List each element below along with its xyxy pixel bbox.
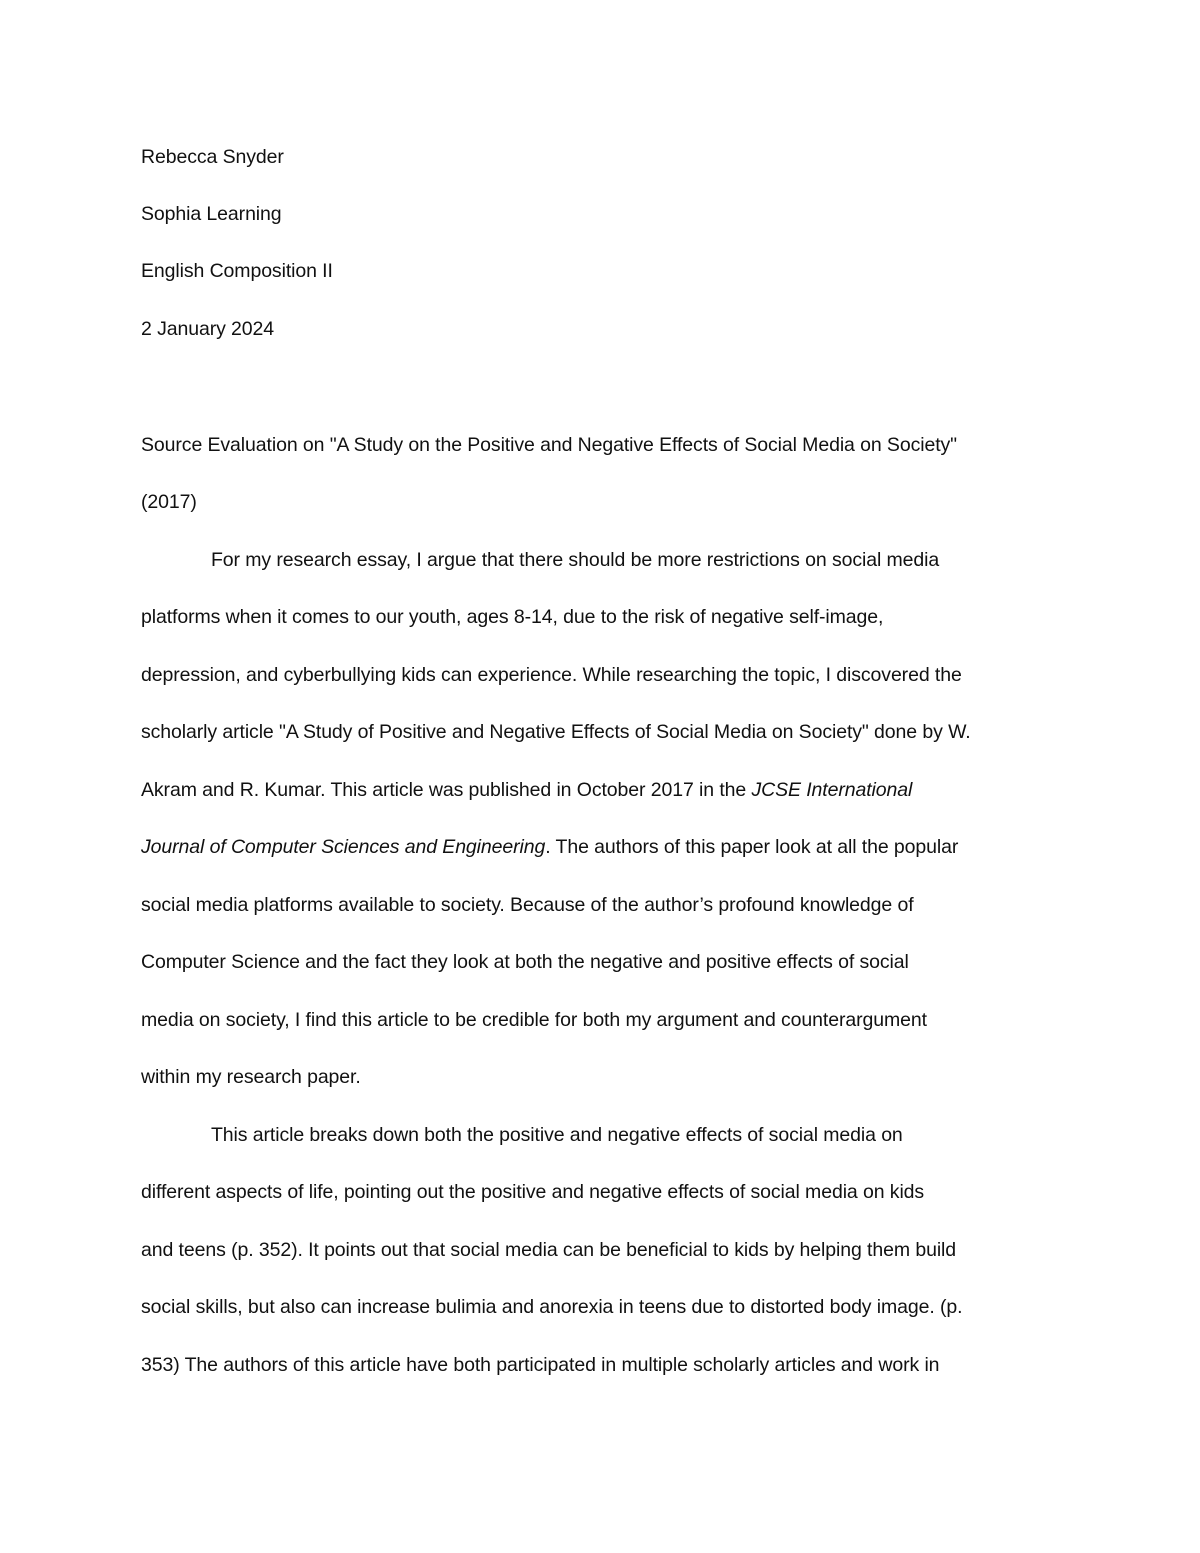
paragraph-2-line: social skills, but also can increase bulimia and anorexia in teens due to distorted body image. (p. (141, 1296, 963, 1318)
paragraph-1-line: media on society, I find this article to be credible for both my argument and counterargument (141, 1009, 927, 1031)
institution-name: Sophia Learning (141, 203, 282, 225)
paragraph-1-line: platforms when it comes to our youth, ages 8-14, due to the risk of negative self-image, (141, 606, 884, 628)
author-name: Rebecca Snyder (141, 146, 284, 168)
paragraph-1-line: depression, and cyberbullying kids can experience. While researching the topic, I discovered the (141, 664, 962, 686)
journal-title-italic: JCSE International (751, 779, 913, 801)
paragraph-1-line: social media platforms available to society. Because of the author’s profound knowledge of (141, 894, 914, 916)
paragraph-2-line: 353) The authors of this article have both participated in multiple scholarly articles and work in (141, 1354, 940, 1376)
paragraph-1-line (141, 778, 912, 802)
paragraph-1-line: Computer Science and the fact they look at both the negative and positive effects of social (141, 951, 909, 973)
paragraph-1-line (141, 835, 958, 859)
paragraph-1-line: scholarly article "A Study of Positive and Negative Effects of Social Media on Society" done by W. (141, 721, 971, 743)
document-date: 2 January 2024 (141, 318, 275, 340)
paragraph-1-line: within my research paper. (141, 1066, 361, 1088)
document-title-line-2: (2017) (141, 491, 197, 513)
paragraph-2-line: different aspects of life, pointing out the positive and negative effects of social media on kids (141, 1181, 925, 1203)
journal-title-italic: Journal of Computer Sciences and Engineering (141, 836, 546, 858)
paragraph-1-text: . The authors of this paper look at all the popular (545, 836, 959, 858)
course-name: English Composition II (141, 260, 333, 282)
paragraph-2-line: This article breaks down both the positive and negative effects of social media on (211, 1124, 903, 1146)
paragraph-1-line: For my research essay, I argue that there should be more restrictions on social media (211, 549, 940, 571)
paragraph-2-line: and teens (p. 352). It points out that social media can be beneficial to kids by helping them build (141, 1239, 957, 1261)
paragraph-1-text: Akram and R. Kumar. This article was published in October 2017 in the (141, 779, 752, 801)
document-title-line-1: Source Evaluation on "A Study on the Positive and Negative Effects of Social Media on Society" (141, 434, 957, 456)
